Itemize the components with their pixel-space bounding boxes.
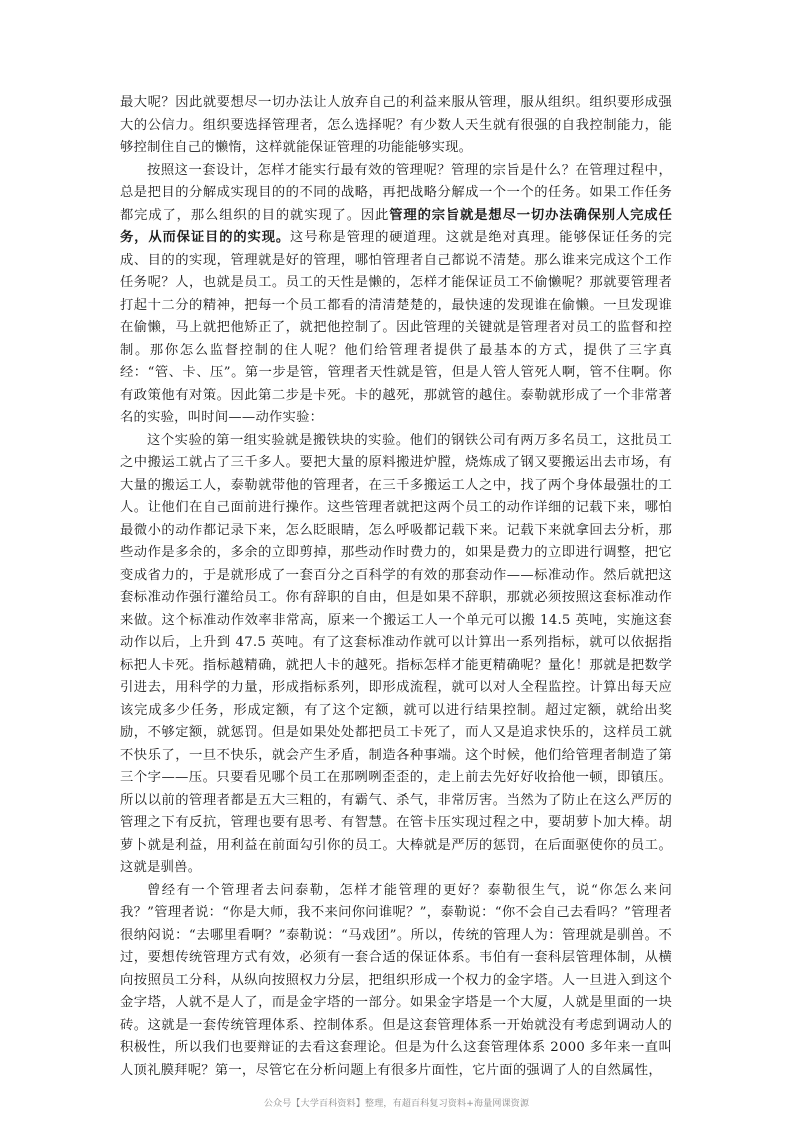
paragraph-2-bold-text: 管理的宗旨就是想尽一切办法确保别人完成任务，从而保证目的的实现。	[120, 207, 673, 245]
paragraph-1	[120, 92, 672, 160]
paragraph-4	[120, 880, 672, 1083]
paragraph-2-text-a: 按照这一套设计，怎样才能实行最有效的管理呢？管理的宗旨是什么？在管理过程中，总是把目的分解成实现目的的不同的战略，再把战略分解成一个一个的任务。如果工作任务都完成了，那么组织的目的就实现了。因此	[120, 162, 672, 223]
paragraph-2	[120, 160, 672, 430]
paragraph-2-text-b: 这号称是管理的硬道理。这就是绝对真理。能够保证任务的完成、目的的实现，管理就是好的管理，哪怕管理者自己都说不清楚。那么谁来完成这个工作任务呢？人，也就是员工。员工的天性是懒的，怎样才能保证员工不偷懒呢？那就要管理者打起十二分的精神，把每一个员工都看的清清楚楚的，最快速的发现谁在偷懒。一旦发现谁在偷懒，马上就把他矫正了，就把他控制了。因此管理的关键就是管理者对员工的监督和控制。那你怎么监督控制的住人呢？他们给管理者提供了最基本的方式，提供了三字真经：“管、卡、压”。第一步是管，管理者天性就是管，但是人管人管死人啊，管不住啊。你有政策他有对策。因此第二步是卡死。卡的越死，那就管的越住。泰勒就形成了一个非常著名的实验，叫时间——动作实验：	[120, 230, 673, 425]
paragraph-1-text: 最大呢？因此就要想尽一切办法让人放弃自己的利益来服从管理，服从组织。组织要形成强大的公信力。组织要选择管理者，怎么选择呢？有少数人天生就有很强的自我控制能力，能够控制住自己的懒惰，这样就能保证管理的功能能够实现。	[120, 95, 672, 155]
paragraph-4-text: 曾经有一个管理者去问泰勒，怎样才能管理的更好？泰勒很生气，说“你怎么来问我？”管理者说：“你是大师，我不来问你问谁呢？”，泰勒说：“你不会自己去看吗？”管理者很纳闷说：“去哪里看啊？”泰勒说：“马戏团”。所以，传统的管理人为：管理就是驯兽。不过，要想传统管理方式有效，必须有一套合适的保证体系。韦伯有一套科层管理体制，从横向按照员工分科，从纵向按照权力分层，把组织形成一个权力的金字塔。人一旦进入到这个金字塔，人就不是人了，而是金字塔的一部分。如果金字塔是一个大厦，人就是里面的一块砖。这就是一套传统管理体系、控制体系。但是这套管理体系一开始就没有考虑到调动人的积极性，所以我们也要辩证的去看这套理论。但是为什么这套管理体系 2000 多年来一直叫人顶礼膜拜呢？第一，尽管它在分析问题上有很多片面性，它片面的强调了人的自然属性，	[120, 882, 672, 1078]
page-footer: 公众号【大学百科资料】整理，有超百科复习资料+海量网课资源	[263, 1099, 530, 1109]
document-body	[120, 92, 672, 1082]
paragraph-3-text: 这个实验的第一组实验就是搬铁块的实验。他们的钢铁公司有两万多名员工，这批员工之中搬运工就占了三千多人。要把大量的原料搬进炉膛，烧炼成了钢又要搬运出去市场，有大量的搬运工人，泰勒就带他的管理者，在三千多搬运工人之中，找了两个身体最强壮的工人。让他们在自己面前进行操作。这些管理者就把这两个员工的动作详细的记载下来，哪怕最微小的动作都记录下来，怎么眨眼睛，怎么呼吸都记载下来。记载下来就拿回去分析，那些动作是多余的，多余的立即剪掉，那些动作时费力的，如果是费力的立即进行调整，把它变成省力的，于是就形成了一套百分之百科学的有效的那套动作——标准动作。然后就把这套标准动作强行灌给员工。你有辞职的自由，但是如果不辞职，那就必须按照这套标准动作来做。这个标准动作效率非常高，原来一个搬运工人一个单元可以搬 14.5 英吨，实施这套动作以后，上升到 47.5 英吨。有了这套标准动作就可以计算出一系列指标，就可以依据指标把人卡死。指标越精确，就把人卡的越死。指标怎样才能更精确呢？量化！那就是把数学引进去，用科学的力量，形成指标系列，即形成流程，就可以对人全程监控。计算出每天应该完成多少任务，形成定额，有了这个定额，就可以进行结果控制。超过定额，就给出奖励，不够定额，就惩罚。但是如果处处都把员工卡死了，而人又是追求快乐的，这样员工就不快乐了，一旦不快乐，就会产生矛盾，制造各种事端。这个时候，他们给管理者制造了第三个字——压。只要看见哪个员工在那咧咧歪歪的，走上前去先好好收拾他一顿，即镇压。所以以前的管理者都是五大三粗的，有霸气、杀气，非常厉害。当然为了防止在这么严厉的管理之下有反抗，管理也要有思考、有智慧。在管卡压实现过程之中，要胡萝卜加大棒。胡萝卜就是利益，用利益在前面勾引你的员工。大棒就是严厉的惩罚，在后面驱使你的员工。这就是驯兽。	[120, 432, 672, 875]
paragraph-3	[120, 430, 672, 880]
